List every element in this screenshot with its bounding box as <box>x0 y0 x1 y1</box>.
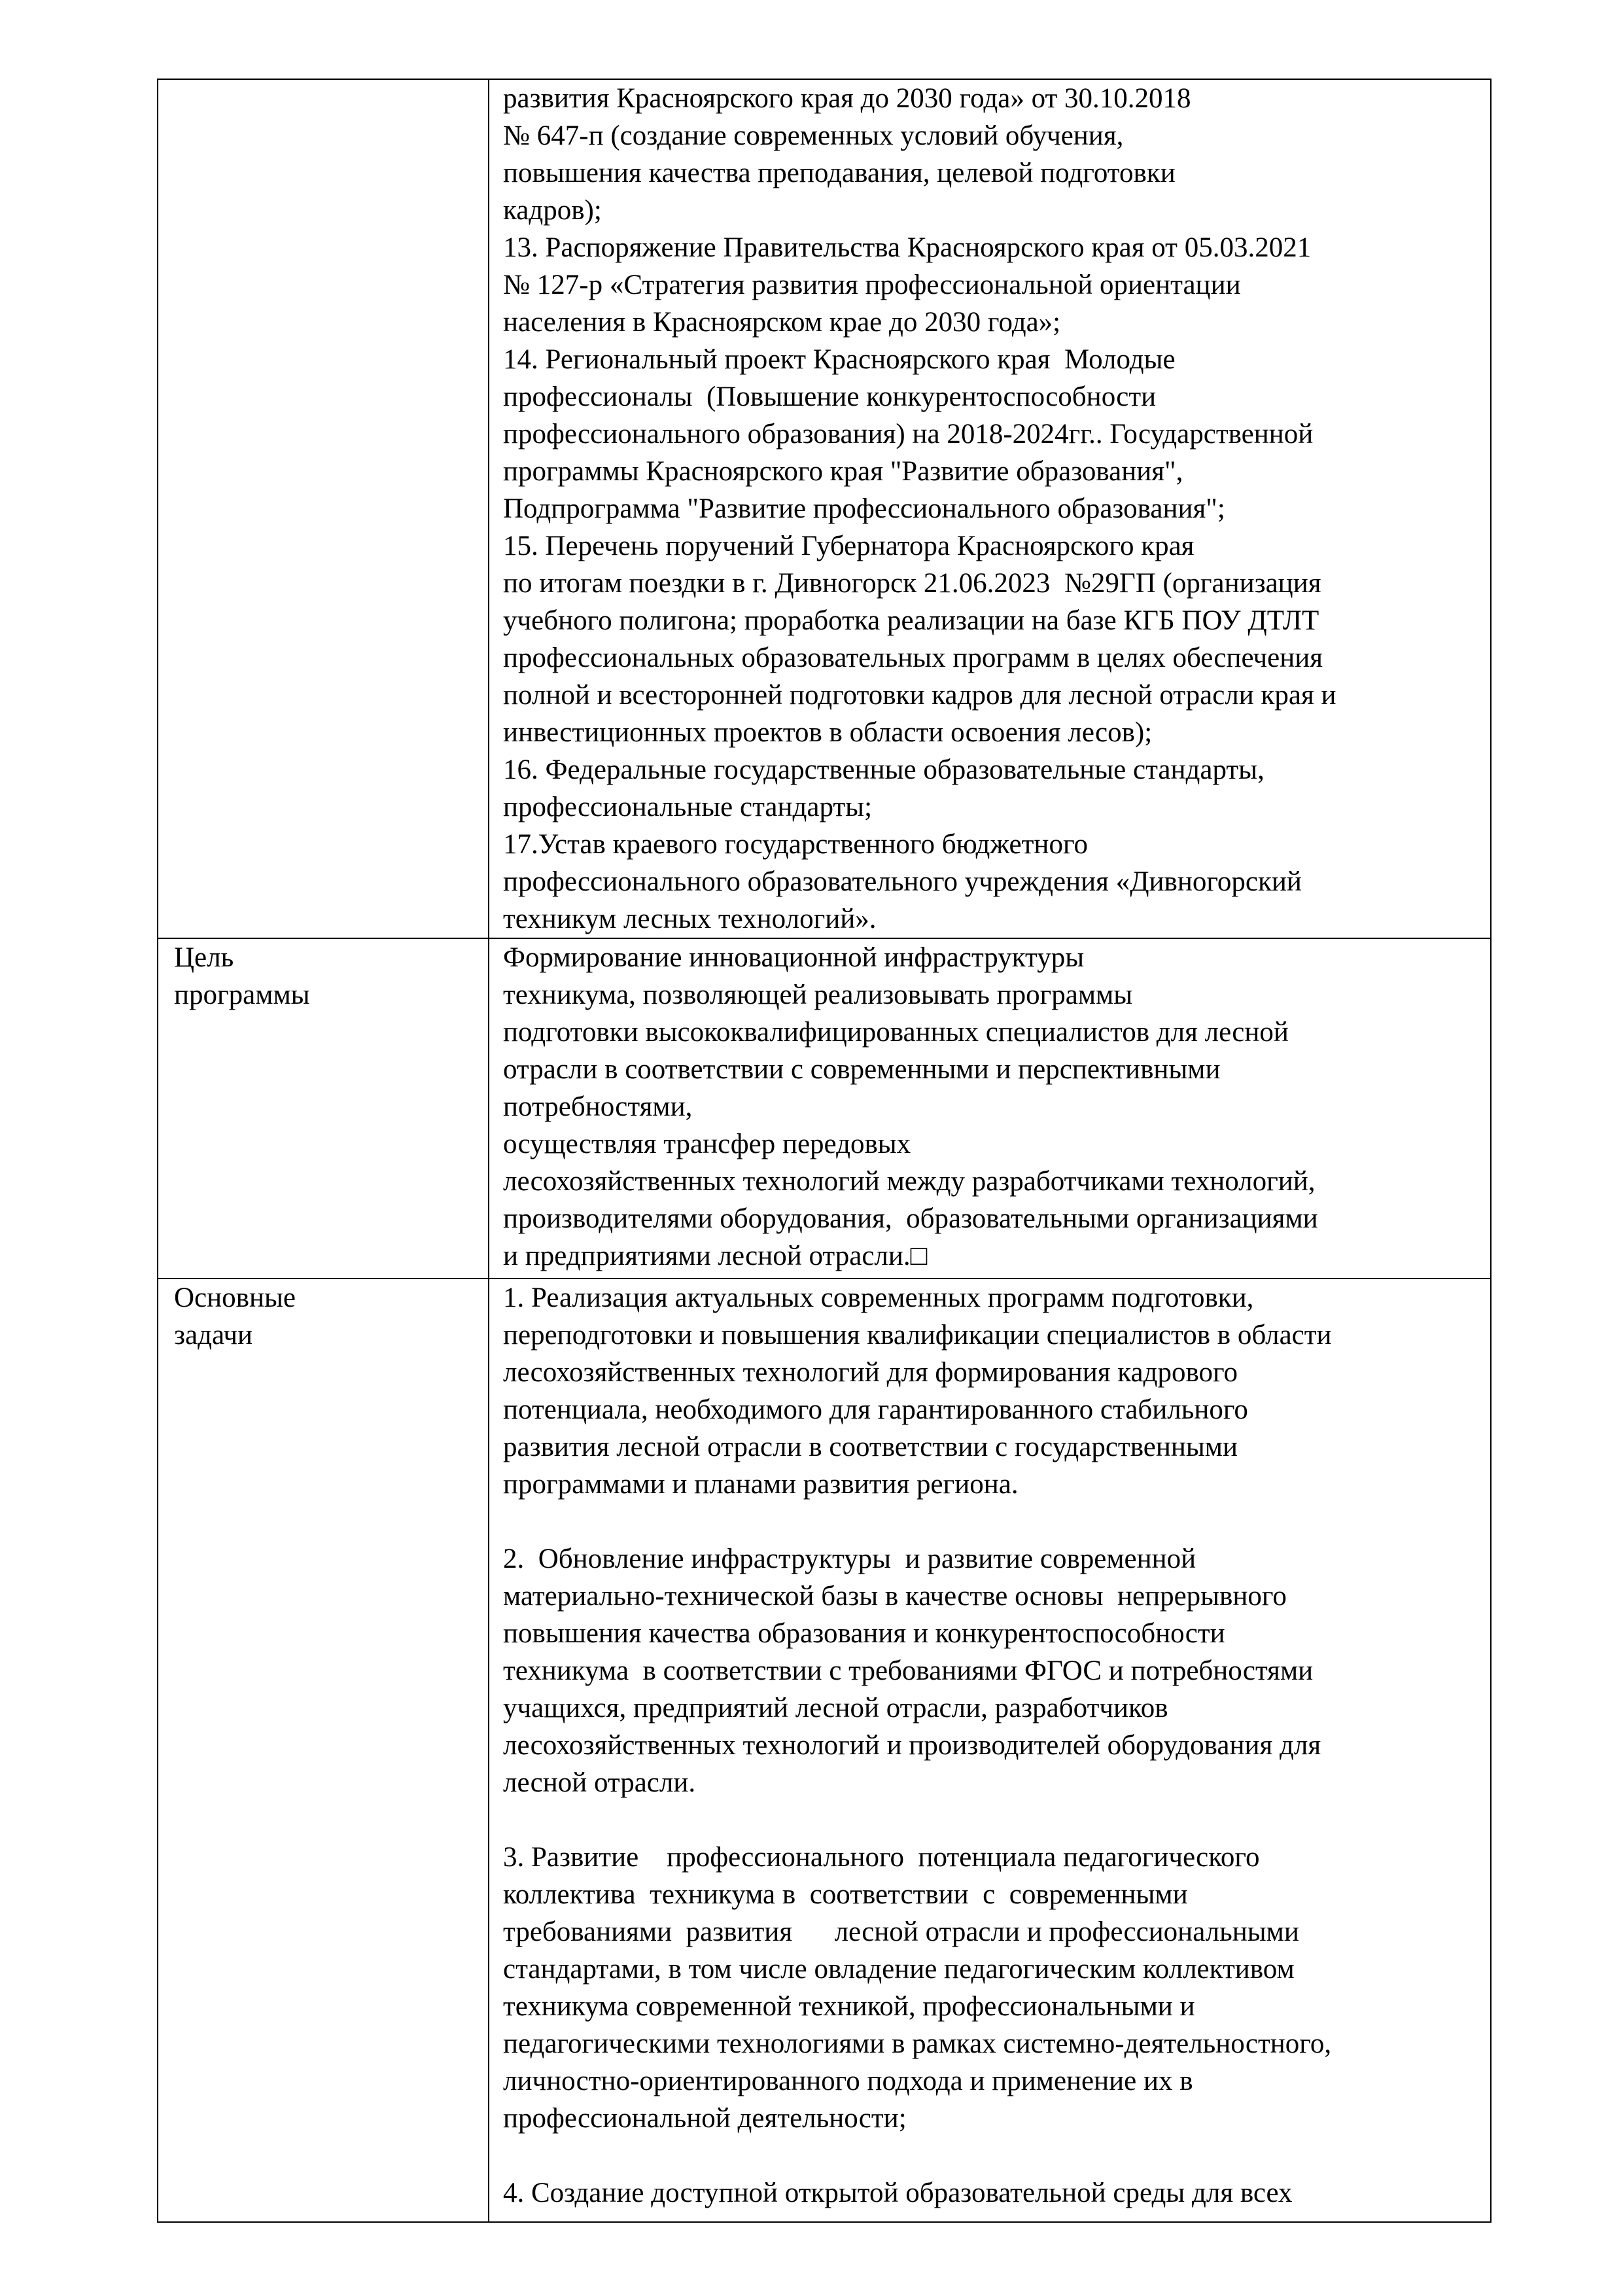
text-line: 13. Распоряжение Правительства Красноярского края от 05.03.2021 <box>503 232 1312 263</box>
table-row-goal <box>158 938 1491 1279</box>
text-line: 2. Обновление инфраструктуры и развитие современной <box>503 1544 1196 1574</box>
task-paragraph-3 <box>503 1839 1482 2137</box>
text-line: Подпрограмма "Развитие профессионального образования"; <box>503 493 1225 524</box>
text-line: повышения качества образования и конкурентоспособности <box>503 1618 1225 1649</box>
text-line: 1. Реализация актуальных современных программ подготовки, <box>503 1282 1254 1313</box>
paragraph-spacer <box>503 2137 1482 2174</box>
text-line: лесохозяйственных технологий между разработчиками технологий, <box>503 1166 1316 1197</box>
text-line: профессионального образования) на 2018-2024гг.. Государственной <box>503 419 1314 450</box>
text-line: переподготовки и повышения квалификации специалистов в области <box>503 1320 1332 1351</box>
text-line: педагогическими технологиями в рамках системно-деятельностного, <box>503 2028 1332 2059</box>
text-line: 17.Устав краевого государственного бюджетного <box>503 829 1089 860</box>
text-line: профессиональных образовательных программ в целях обеспечения <box>503 643 1323 673</box>
text-line: учащихся, предприятий лесной отрасли, разработчиков <box>503 1693 1168 1723</box>
text-line: техникума, позволяющей реализовывать программы <box>503 980 1133 1010</box>
text-line: техникума современной техникой, профессиональными и <box>503 1991 1195 2022</box>
regulatory-basis-content <box>489 79 1491 938</box>
program-passport-table <box>157 79 1492 2223</box>
text-line: подготовки высококвалифицированных специалистов для лесной <box>503 1017 1289 1048</box>
text-line: стандартами, в том числе овладение педагогическим коллективом <box>503 1954 1295 1985</box>
row-label-tasks <box>158 1279 489 2222</box>
text-line: материально-технической базы в качестве основы непрерывного <box>503 1581 1287 1612</box>
row-label-line: программы <box>174 980 310 1010</box>
text-line: Формирование инновационной инфраструктуры <box>503 942 1085 973</box>
text-line: учебного полигона; проработка реализации на базе КГБ ПОУ ДТЛТ <box>503 605 1319 636</box>
text-line: профессионалы (Повышение конкурентоспособности <box>503 381 1157 412</box>
text-line: программами и планами развития региона. <box>503 1469 1019 1500</box>
text-line: 14. Региональный проект Красноярского края Молодые <box>503 344 1176 375</box>
text-line: и предприятиями лесной отрасли.□ <box>503 1241 928 1271</box>
text-line: лесохозяйственных технологий и производителей оборудования для <box>503 1730 1321 1761</box>
text-line: по итогам поездки в г. Дивногорск 21.06.2023 №29ГП (организация <box>503 568 1321 599</box>
text-line: 15. Перечень поручений Губернатора Красноярского края <box>503 531 1195 561</box>
text-line: лесной отрасли. <box>503 1767 696 1798</box>
text-line: повышения качества преподавания, целевой подготовки <box>503 158 1176 188</box>
text-line: полной и всесторонней подготовки кадров для лесной отрасли края и <box>503 680 1336 711</box>
text-line: развития Красноярского края до 2030 года» от 30.10.2018 <box>503 83 1191 114</box>
text-line: личностно-ориентированного подхода и применение их в <box>503 2066 1193 2096</box>
row-label-empty <box>158 79 489 938</box>
text-line: № 127-р «Стратегия развития профессиональной ориентации <box>503 270 1241 300</box>
task-paragraph-1 <box>503 1279 1482 1503</box>
tasks-content <box>489 1279 1491 2222</box>
text-line: техникум лесных технологий». <box>503 904 877 934</box>
table-row-continuation <box>158 79 1491 938</box>
goal-content <box>489 938 1491 1279</box>
text-line: программы Красноярского края "Развитие образования", <box>503 456 1183 487</box>
row-label-line: Основные <box>174 1282 296 1313</box>
text-line: 3. Развитие профессионального потенциала педагогического <box>503 1842 1260 1873</box>
text-line: профессиональные стандарты; <box>503 792 873 822</box>
text-line: кадров); <box>503 195 602 226</box>
paragraph-spacer <box>503 1801 1482 1839</box>
text-line: отрасли в соответствии с современными и перспективными <box>503 1054 1221 1085</box>
row-label-goal <box>158 938 489 1279</box>
text-line: населения в Красноярском крае до 2030 года»; <box>503 307 1061 338</box>
text-line: осуществляя трансфер передовых <box>503 1129 911 1159</box>
table-row-tasks <box>158 1279 1491 2222</box>
text-line: инвестиционных проектов в области освоения лесов); <box>503 717 1153 748</box>
row-label-line: Цель <box>174 942 234 973</box>
text-line: коллектива техникума в соответствии с современными <box>503 1879 1188 1910</box>
text-line: потребностями, <box>503 1091 693 1122</box>
paragraph-spacer <box>503 1503 1482 1540</box>
text-line: развития лесной отрасли в соответствии с государственными <box>503 1432 1238 1462</box>
task-paragraph-4 <box>503 2174 1482 2212</box>
text-line: техникума в соответствии с требованиями ФГОС и потребностями <box>503 1655 1314 1686</box>
text-line: профессиональной деятельности; <box>503 2103 907 2134</box>
task-paragraph-2 <box>503 1540 1482 1801</box>
text-line: 4. Создание доступной открытой образовательной среды для всех <box>503 2178 1293 2208</box>
text-line: требованиями развития лесной отрасли и профессиональными <box>503 1916 1299 1947</box>
text-line: лесохозяйственных технологий для формирования кадрового <box>503 1357 1238 1388</box>
text-line: потенциала, необходимого для гарантированного стабильного <box>503 1394 1248 1425</box>
text-line: № 647-п (создание современных условий обучения, <box>503 120 1124 151</box>
text-line: производителями оборудования, образовательными организациями <box>503 1203 1318 1234</box>
text-line: профессионального образовательного учреждения «Дивногорский <box>503 866 1302 897</box>
text-line: 16. Федеральные государственные образовательные стандарты, <box>503 754 1265 785</box>
row-label-line: задачи <box>174 1320 253 1351</box>
